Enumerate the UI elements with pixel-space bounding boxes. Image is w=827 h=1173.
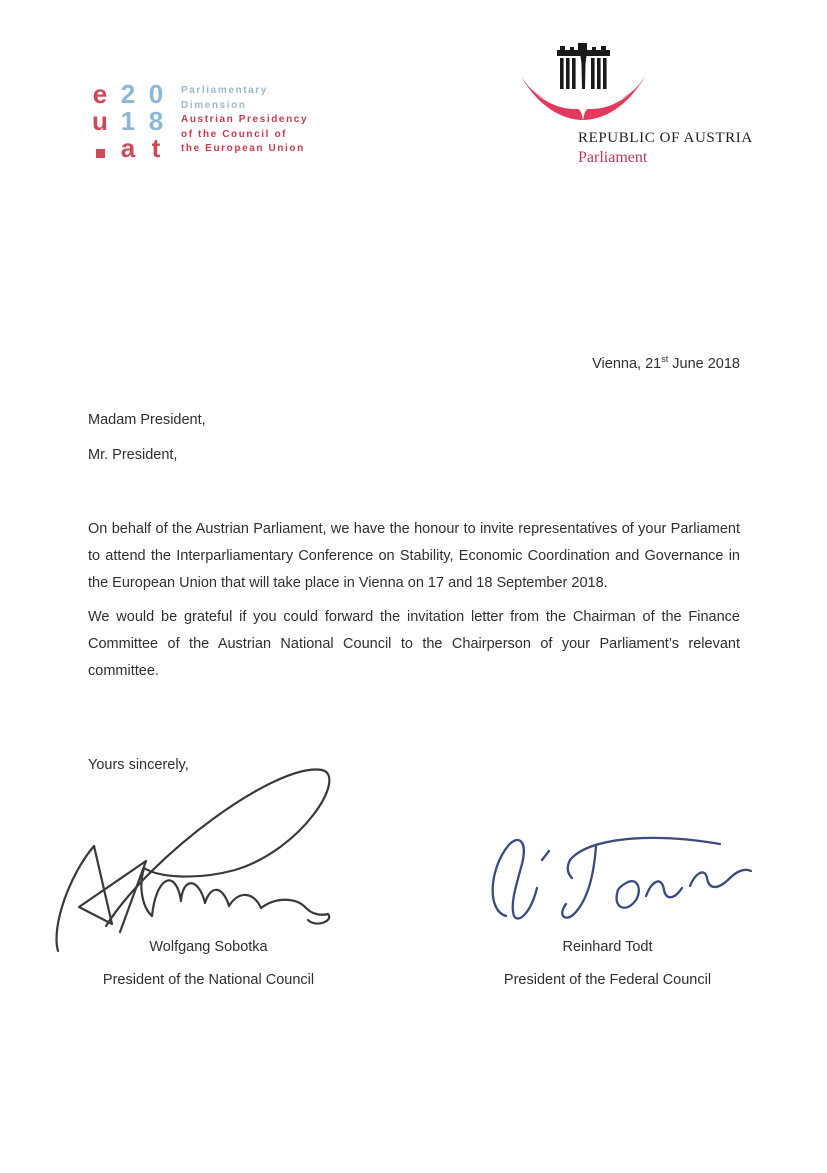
- parliament-emblem-icon: [520, 38, 770, 128]
- eu-logo-char: u: [92, 106, 108, 136]
- signatory-title: President of the National Council: [102, 972, 315, 988]
- signatory-block-federal-council: [485, 938, 730, 989]
- eu-logo-char: 2: [120, 79, 136, 109]
- signatory-title: President of the Federal Council: [503, 972, 712, 988]
- parliament-letterhead: [520, 38, 780, 167]
- paragraph: We would be grateful if you could forward the invitation letter from the Chairman of the Finance Committee of the Austrian National Council to the Chairperson of your Parliament’s relevant committee.: [88, 609, 740, 679]
- presidency-wordmark: [181, 84, 308, 157]
- presidency-line: Austrian Presidency: [181, 114, 309, 126]
- signatory-name: Wolfgang Sobotka: [149, 939, 268, 955]
- salutation-line: Madam President,: [88, 412, 206, 428]
- presidency-line: Dimension: [181, 99, 247, 111]
- closing-line: Yours sincerely,: [88, 757, 189, 773]
- date-ordinal: st: [661, 354, 669, 364]
- parliament-titles: [520, 130, 780, 167]
- eu-logo-char: 8: [148, 106, 164, 136]
- signatory-block-national-council: [86, 938, 331, 989]
- republic-of-austria-label: REPUBLIC OF AUSTRIA: [578, 130, 753, 146]
- paragraph: On behalf of the Austrian Parliament, we have the honour to invite representatives of your Parliament to attend the Interparliamentary Conference on Stability, Economic Coordination and Governance in the European Union that will take place in Vienna on 17 and 18 September 2018.: [88, 521, 740, 591]
- eu-logo-dot-icon: [86, 135, 114, 162]
- eu-logo-char: 0: [148, 79, 164, 109]
- date-suffix: June 2018: [668, 355, 740, 372]
- eu-logo-char: 1: [120, 106, 136, 136]
- signatory-name: Reinhard Todt: [562, 939, 653, 955]
- date-line: [460, 354, 740, 372]
- parliament-label: Parliament: [578, 149, 648, 166]
- presidency-line: of the Council of: [181, 128, 288, 140]
- eu2018-logo: [86, 81, 170, 162]
- salutation: [88, 412, 206, 482]
- todt-signature: [478, 830, 756, 922]
- date-prefix: Vienna, 21: [592, 355, 662, 372]
- eu-logo-char: e: [92, 79, 108, 109]
- salutation-line: Mr. President,: [88, 447, 178, 463]
- letter-body: [88, 516, 740, 692]
- presidency-line: the European Union: [181, 143, 305, 155]
- presidency-line: Parliamentary: [181, 85, 268, 96]
- sobotka-signature: [48, 758, 383, 956]
- eu-logo-char: t: [151, 133, 161, 163]
- eu-logo-char: a: [120, 133, 136, 163]
